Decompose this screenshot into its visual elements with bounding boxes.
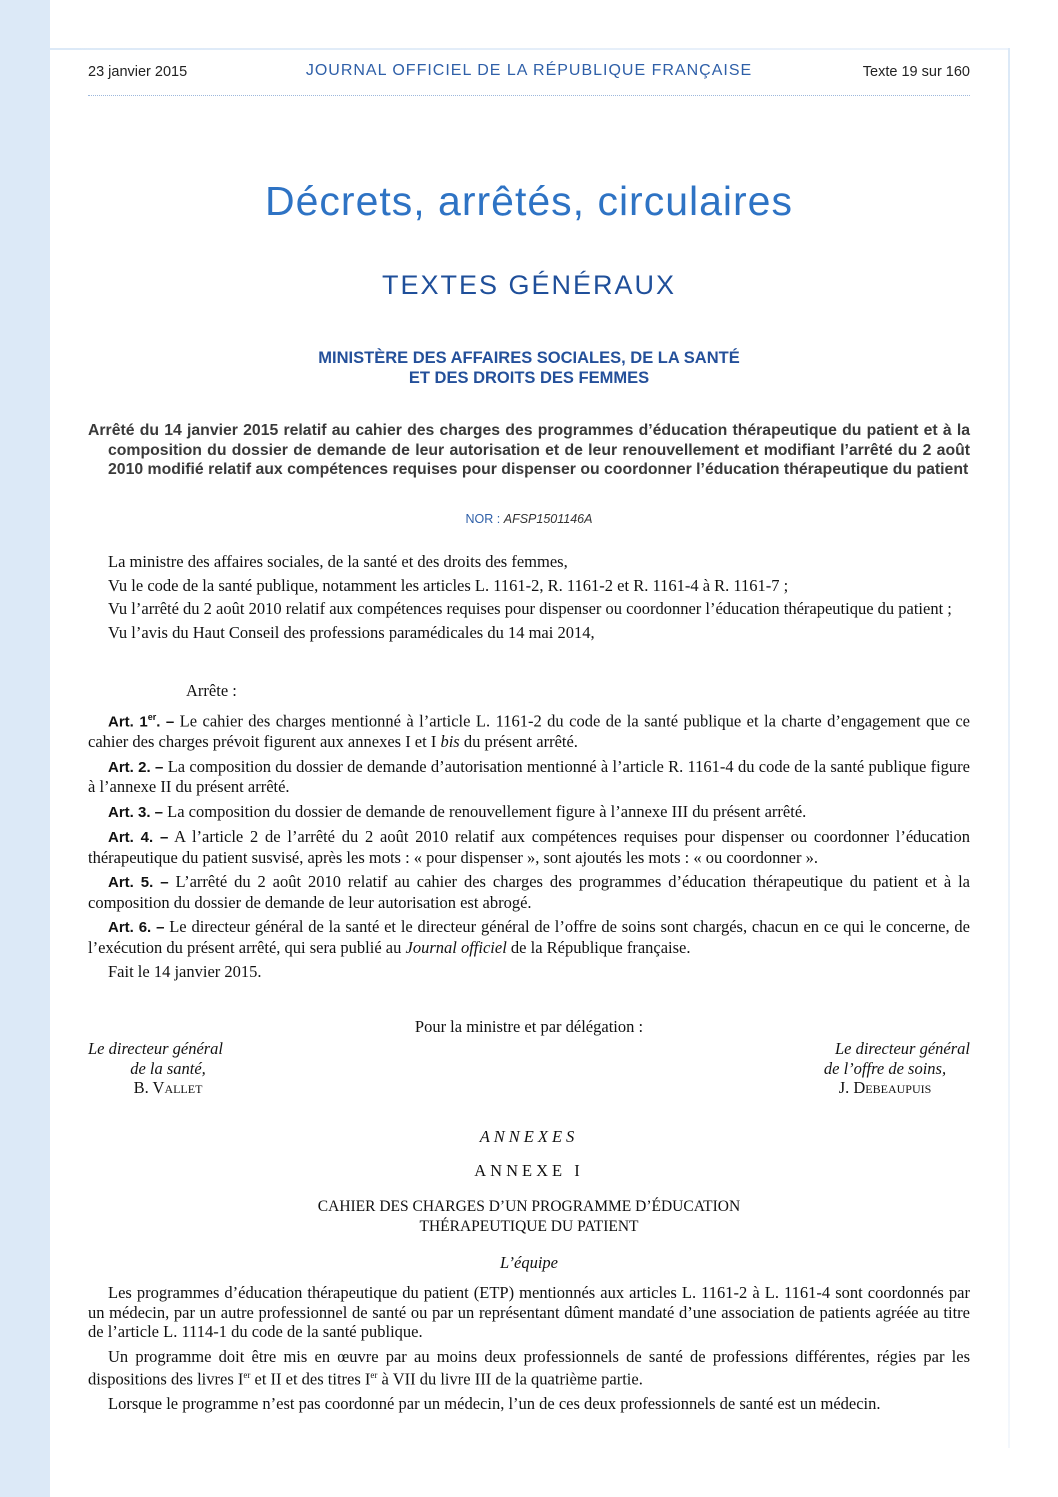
cahier-title-line-1: CAHIER DES CHARGES D’UN PROGRAMME D’ÉDUCATION bbox=[317, 1198, 741, 1215]
page-frame-right bbox=[1008, 48, 1010, 1448]
article-2-label: Art. 2. – bbox=[108, 758, 164, 776]
signature-left-name: B. Vallet bbox=[133, 1078, 203, 1097]
article-4-text: A l’article 2 de l’arrêté du 2 août 2010 relatif aux compétences requises pour dispenser ou coordonner l’éducation thérapeutique du patient susvisé, après les mots : « pour dispenser », sont ajoutés les mots : « ou coordonner ». bbox=[88, 827, 970, 867]
article-1-dash: . – bbox=[156, 713, 175, 731]
article-1-label: Art. 1 bbox=[108, 713, 148, 731]
signature-left-title: Le directeur général bbox=[88, 1039, 224, 1058]
annexe-1-heading: ANNEXE I bbox=[474, 1161, 584, 1180]
nor-reference bbox=[88, 512, 970, 526]
article-5-label: Art. 5. – bbox=[108, 874, 169, 891]
ministry-line-1: MINISTÈRE DES AFFAIRES SOCIALES, DE LA SANTÉ bbox=[318, 349, 740, 367]
article-6 bbox=[88, 917, 970, 957]
ministry-line-2: ET DES DROITS DES FEMMES bbox=[408, 369, 650, 387]
article-6-text: Le directeur général de la santé et le directeur général de l’offre de soins sont chargés, chacun en ce qui le concerne, de l’exécution du présent arrêté, qui sera publié au bbox=[88, 917, 970, 957]
nor-label: NOR : bbox=[465, 512, 501, 526]
article-1 bbox=[88, 708, 970, 752]
signing-date: Fait le 14 janvier 2015. bbox=[108, 962, 262, 981]
preamble-line: Vu l’avis du Haut Conseil des professions paramédicales du 14 mai 2014, bbox=[108, 622, 595, 642]
equipe-paragraph: Lorsque le programme n’est pas coordonné par un médecin, l’un de ces deux professionnels de santé est un médecin. bbox=[108, 1394, 881, 1413]
cahier-title bbox=[88, 1197, 970, 1236]
page-frame-top bbox=[50, 48, 1008, 50]
article-3-text: La composition du dossier de demande de renouvellement figure à l’annexe III du présent arrêté. bbox=[163, 801, 807, 821]
header-text-number: Texte 19 sur 160 bbox=[862, 64, 970, 80]
article-1-text-end: du présent arrêté. bbox=[459, 732, 578, 751]
ministry-heading bbox=[88, 348, 970, 388]
subsection-title: TEXTES GÉNÉRAUX bbox=[381, 270, 677, 300]
header-divider bbox=[88, 95, 970, 96]
article-2-text: La composition du dossier de demande d’autorisation mentionné à l’article R. 1161-4 du code de la santé publique figure à l’annexe II du présent arrêté. bbox=[88, 756, 970, 796]
signature-left bbox=[88, 1039, 248, 1098]
arrete-text: Arrête : bbox=[186, 681, 237, 700]
page-left-band bbox=[0, 0, 50, 1497]
article-5-text: L’arrêté du 2 août 2010 relatif au cahier des charges des programmes d’éducation thérapeutique du patient et à la composition du dossier de demande de leur autorisation est abrogé. bbox=[88, 872, 970, 912]
header-date: 23 janvier 2015 bbox=[88, 64, 188, 80]
article-1-sup: er bbox=[147, 712, 157, 722]
equipe-paragraph: Un programme doit être mis en œuvre par au moins deux professionnels de santé de professions différentes, régies par les dispositions des livres Ier et II et des titres Ier à VII du livre III de la quatrième partie. bbox=[88, 1346, 970, 1389]
cahier-title-line-2: THÉRAPEUTIQUE DU PATIENT bbox=[419, 1217, 639, 1235]
nor-code: AFSP1501146A bbox=[503, 512, 593, 526]
header-journal-title: JOURNAL OFFICIEL DE LA RÉPUBLIQUE FRANÇAISE bbox=[305, 62, 753, 79]
preamble-line: Vu le code de la santé publique, notamment les articles L. 1161-2, R. 1161-2 et R. 1161-4 à R. 1161-7 ; bbox=[108, 575, 789, 595]
section-title: Décrets, arrêtés, circulaires bbox=[265, 178, 793, 224]
article-1-bis: bis bbox=[440, 732, 460, 751]
preamble-line: La ministre des affaires sociales, de la santé et des droits des femmes, bbox=[108, 552, 568, 571]
article-4-label: Art. 4. – bbox=[108, 829, 169, 846]
decree-title-text: Arrêté du 14 janvier 2015 relatif au cahier des charges des programmes d’éducation thérapeutique du patient et à la composition du dossier de demande de leur autorisation et de leur renouvellement et modifiant l’arrêté du 2 août 2010 modifié relatif aux compétences requises pour dispenser ou coordonner l’éducation thérapeutique du patient bbox=[88, 422, 970, 478]
arrete-line bbox=[88, 681, 970, 701]
preamble-line: Vu l’arrêté du 2 août 2010 relatif aux compétences requises pour dispenser ou coordonner l’éducation thérapeutique du patient ; bbox=[108, 599, 952, 618]
article-5 bbox=[88, 872, 970, 912]
delegation bbox=[88, 1017, 970, 1037]
equipe-section bbox=[88, 1283, 970, 1414]
article-2 bbox=[88, 757, 970, 797]
preamble bbox=[88, 552, 970, 642]
article-6-journal-officiel: Journal officiel bbox=[405, 937, 507, 957]
equipe-heading: L’équipe bbox=[499, 1253, 559, 1272]
article-3 bbox=[88, 802, 970, 823]
delegation-text: Pour la ministre et par délégation : bbox=[414, 1017, 644, 1036]
equipe-paragraph: Les programmes d’éducation thérapeutique du patient (ETP) mentionnés aux articles L. 1161-2 à L. 1161-4 sont coordonnés par un médecin, par un autre professionnel de santé ou par un représentant dûment mandaté d’une association de patients agréée au titre de l’article L. 1114-1 du code de la santé publique. bbox=[88, 1283, 970, 1341]
signature-left-office: de la santé, bbox=[130, 1058, 206, 1078]
running-header bbox=[88, 62, 970, 86]
decree-title bbox=[88, 421, 970, 480]
article-6-label: Art. 6. – bbox=[108, 919, 165, 936]
annexes-heading: ANNEXES bbox=[479, 1127, 579, 1146]
signature-right-name: J. Debeaupuis bbox=[838, 1078, 932, 1097]
article-3-label: Art. 3. – bbox=[108, 803, 164, 821]
signature-right-office: de l’offre de soins, bbox=[823, 1058, 947, 1078]
signature-right bbox=[800, 1039, 970, 1098]
article-6-text-end: de la République française. bbox=[506, 937, 691, 957]
article-1-text: Le cahier des charges mentionné à l’article L. 1161-2 du code de la santé publique et la charte d’engagement que ce cahier des charges prévoit figurent aux annexes I et I bbox=[88, 711, 970, 751]
articles bbox=[88, 708, 970, 982]
article-4 bbox=[88, 827, 970, 867]
signature-right-title: Le directeur général bbox=[834, 1039, 970, 1058]
